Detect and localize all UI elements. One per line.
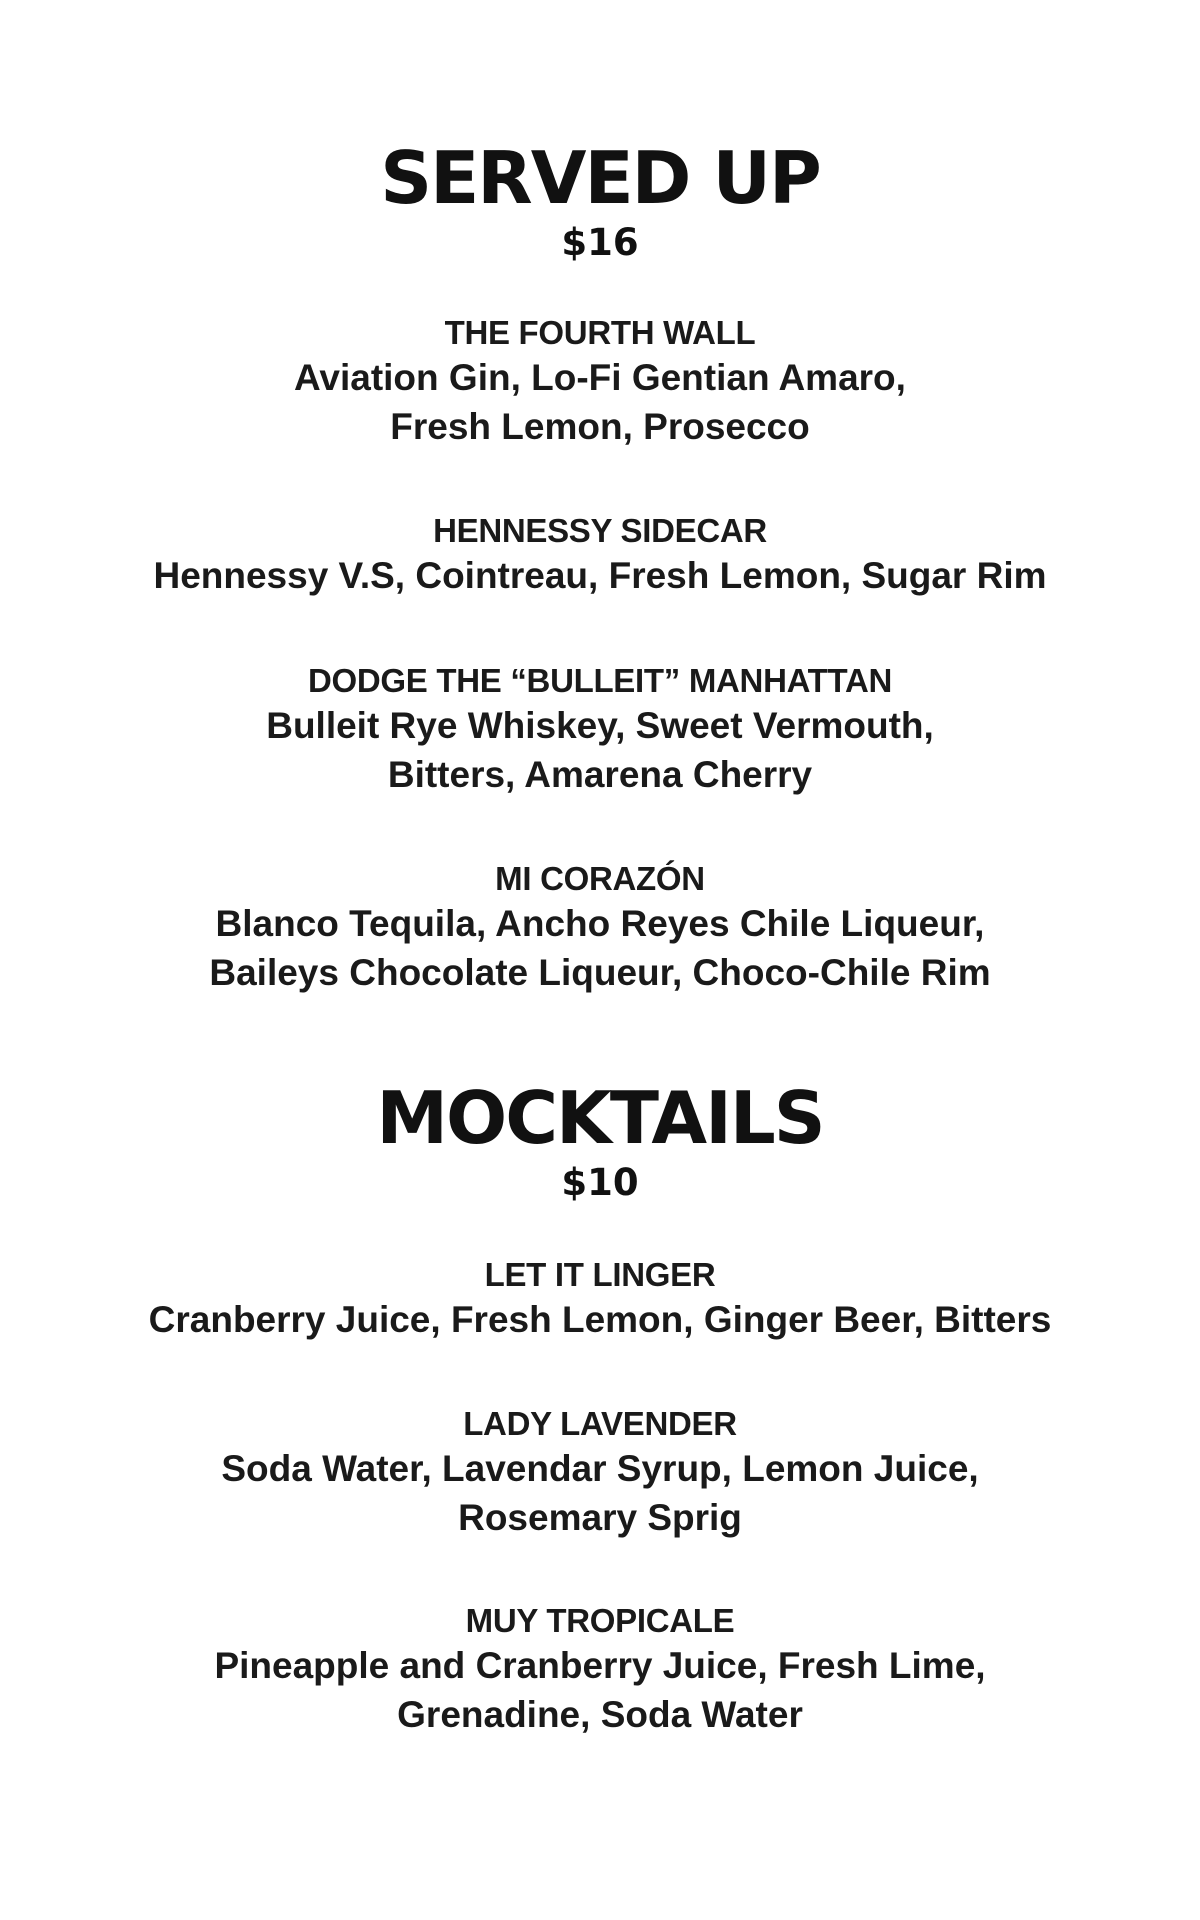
menu-item-name: HENNESSY SIDECAR bbox=[433, 512, 767, 549]
menu-item-name: MUY TROPICALE bbox=[465, 1602, 735, 1639]
menu-item-description: Blanco Tequila, Ancho Reyes Chile Liqueur, bbox=[215, 903, 985, 944]
menu-item-description: Bitters, Amarena Cherry bbox=[387, 754, 813, 795]
menu-item bbox=[0, 1601, 1200, 1739]
menu-item-name: DODGE THE “BULLEIT” MANHATTAN bbox=[307, 662, 893, 699]
menu-item bbox=[0, 1255, 1200, 1344]
mocktails-header bbox=[0, 1076, 1200, 1206]
menu-item-description: Cranberry Juice, Fresh Lemon, Ginger Beer, Bitters bbox=[148, 1299, 1052, 1340]
menu-item-description: Pineapple and Cranberry Juice, Fresh Lime, bbox=[214, 1645, 986, 1686]
menu-item-description: Hennessy V.S, Cointreau, Fresh Lemon, Sugar Rim bbox=[153, 555, 1047, 596]
menu-item-description: Aviation Gin, Lo-Fi Gentian Amaro, bbox=[294, 357, 906, 398]
menu-item-description: Bulleit Rye Whiskey, Sweet Vermouth, bbox=[266, 705, 934, 746]
menu-item-description: Fresh Lemon, Prosecco bbox=[390, 406, 810, 447]
served-up-header bbox=[0, 136, 1200, 266]
menu-item bbox=[0, 511, 1200, 600]
served-up-price: $16 bbox=[561, 221, 639, 264]
menu-item-description: Rosemary Sprig bbox=[458, 1497, 742, 1538]
menu-item-description: Grenadine, Soda Water bbox=[397, 1694, 803, 1735]
menu-item bbox=[0, 859, 1200, 997]
menu-item-name: LET IT LINGER bbox=[484, 1256, 716, 1293]
menu-item-name: MI CORAZÓN bbox=[495, 860, 705, 897]
menu-item-description: Soda Water, Lavendar Syrup, Lemon Juice, bbox=[221, 1448, 979, 1489]
mocktails-title: MOCKTAILS bbox=[376, 1076, 824, 1160]
menu-item bbox=[0, 313, 1200, 451]
served-up-title: SERVED UP bbox=[380, 136, 820, 220]
menu-item-name: THE FOURTH WALL bbox=[444, 314, 756, 351]
menu-item bbox=[0, 1404, 1200, 1542]
mocktails-price: $10 bbox=[561, 1161, 639, 1204]
menu-item bbox=[0, 661, 1200, 799]
menu-item-description: Baileys Chocolate Liqueur, Choco-Chile Rim bbox=[209, 952, 991, 993]
menu-item-name: LADY LAVENDER bbox=[463, 1405, 737, 1442]
